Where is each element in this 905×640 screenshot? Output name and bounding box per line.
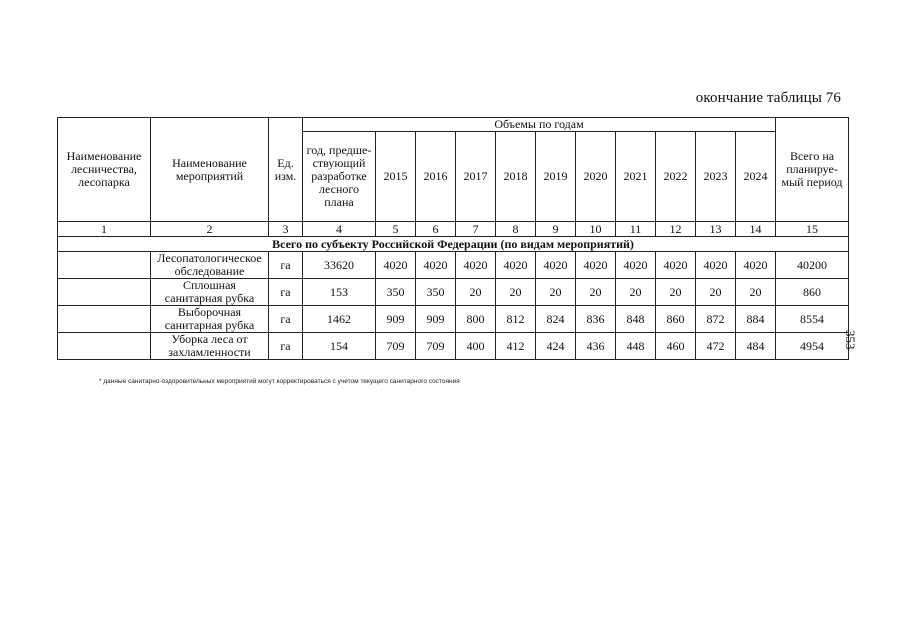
cell-year-value: 872 [696,306,736,333]
cell-forestry [58,333,151,360]
cell-year-value: 20 [696,279,736,306]
cell-total: 8554 [776,306,849,333]
footnote: * данные санитарно-оздоровительных мероприятий могут корректироваться с учетом текущего санитарного состояния [99,378,460,385]
cell-prev-year: 154 [303,333,376,360]
cell-year-value: 709 [416,333,456,360]
header-year-2016: 2016 [416,132,456,222]
cell-prev-year: 1462 [303,306,376,333]
header-total: Всего на планируе-мый период [776,118,849,222]
column-number: 10 [576,222,616,237]
cell-forestry [58,252,151,279]
cell-year-value: 4020 [696,252,736,279]
column-number: 13 [696,222,736,237]
cell-total: 4954 [776,333,849,360]
table-caption: окончание таблицы 76 [695,90,841,106]
cell-year-value: 4020 [496,252,536,279]
header-year-2021: 2021 [616,132,656,222]
column-number: 11 [616,222,656,237]
cell-activity: Выборочная санитарная рубка [151,306,269,333]
cell-year-value: 20 [736,279,776,306]
header-year-2023: 2023 [696,132,736,222]
column-number: 14 [736,222,776,237]
column-number: 4 [303,222,376,237]
cell-year-value: 20 [616,279,656,306]
cell-prev-year: 33620 [303,252,376,279]
cell-year-value: 4020 [416,252,456,279]
cell-unit: га [269,306,303,333]
cell-year-value: 884 [736,306,776,333]
column-number: 15 [776,222,849,237]
header-year-2022: 2022 [656,132,696,222]
table-row [58,252,849,279]
header-year-2020: 2020 [576,132,616,222]
column-number: 6 [416,222,456,237]
header-volumes-by-year: Объемы по годам [303,118,776,132]
header-year-2024: 2024 [736,132,776,222]
cell-year-value: 350 [376,279,416,306]
cell-unit: га [269,333,303,360]
cell-year-value: 350 [416,279,456,306]
column-number: 9 [536,222,576,237]
cell-year-value: 909 [416,306,456,333]
group-title: Всего по субъекту Российской Федерации (по видам мероприятий) [58,237,849,252]
cell-year-value: 800 [456,306,496,333]
column-number: 7 [456,222,496,237]
cell-total: 860 [776,279,849,306]
cell-year-value: 848 [616,306,656,333]
cell-activity: Сплошная санитарная рубка [151,279,269,306]
table-row [58,306,849,333]
cell-activity: Уборка леса от захламленности [151,333,269,360]
cell-year-value: 824 [536,306,576,333]
cell-year-value: 472 [696,333,736,360]
cell-year-value: 20 [536,279,576,306]
table-row [58,333,849,360]
header-activity: Наименование мероприятий [151,118,269,222]
cell-year-value: 400 [456,333,496,360]
header-unit: Ед. изм. [269,118,303,222]
header-prev-year: год, предше-ствующий разработке лесного плана [303,132,376,222]
cell-year-value: 4020 [376,252,416,279]
cell-year-value: 4020 [616,252,656,279]
cell-year-value: 20 [496,279,536,306]
cell-year-value: 436 [576,333,616,360]
cell-year-value: 4020 [656,252,696,279]
cell-year-value: 20 [656,279,696,306]
cell-year-value: 4020 [576,252,616,279]
cell-year-value: 4020 [736,252,776,279]
cell-year-value: 860 [656,306,696,333]
cell-year-value: 20 [576,279,616,306]
cell-year-value: 4020 [456,252,496,279]
header-forestry: Наименование лесничества, лесопарка [58,118,151,222]
cell-year-value: 836 [576,306,616,333]
activities-table [57,117,849,360]
header-year-2017: 2017 [456,132,496,222]
column-number: 5 [376,222,416,237]
cell-forestry [58,306,151,333]
cell-year-value: 812 [496,306,536,333]
cell-activity: Лесопатологическое обследование [151,252,269,279]
cell-unit: га [269,279,303,306]
cell-year-value: 4020 [536,252,576,279]
cell-year-value: 460 [656,333,696,360]
header-year-2019: 2019 [536,132,576,222]
cell-year-value: 424 [536,333,576,360]
cell-year-value: 20 [456,279,496,306]
page-number: 353 [843,330,858,350]
column-number: 2 [151,222,269,237]
cell-forestry [58,279,151,306]
cell-total: 40200 [776,252,849,279]
column-number: 3 [269,222,303,237]
column-number: 12 [656,222,696,237]
column-number: 1 [58,222,151,237]
cell-year-value: 484 [736,333,776,360]
cell-year-value: 412 [496,333,536,360]
cell-year-value: 448 [616,333,656,360]
header-year-2015: 2015 [376,132,416,222]
column-number: 8 [496,222,536,237]
cell-unit: га [269,252,303,279]
table-row [58,279,849,306]
cell-year-value: 709 [376,333,416,360]
header-year-2018: 2018 [496,132,536,222]
cell-prev-year: 153 [303,279,376,306]
cell-year-value: 909 [376,306,416,333]
